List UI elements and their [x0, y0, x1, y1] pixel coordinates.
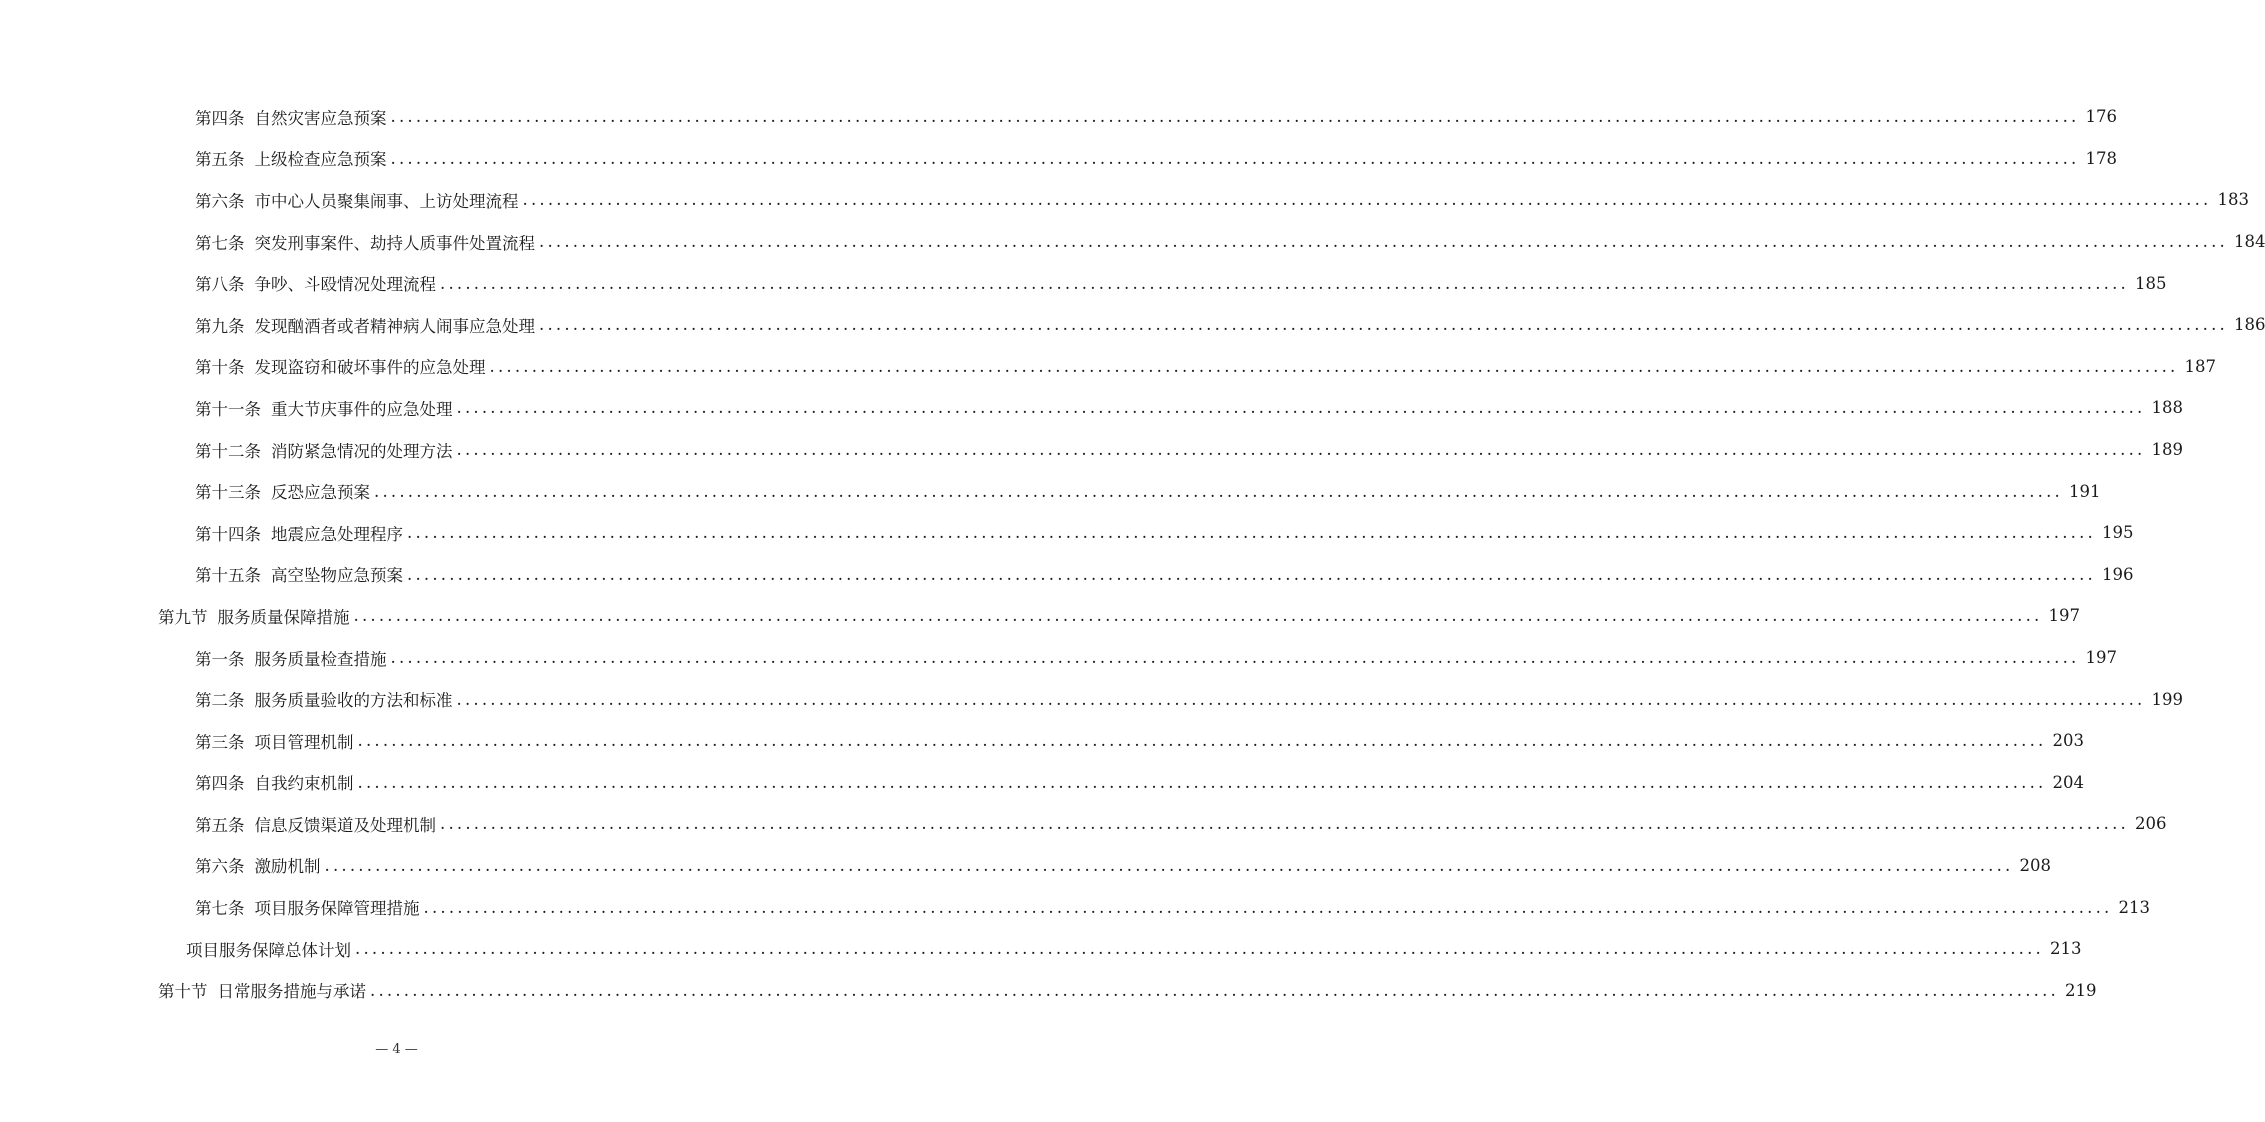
toc-entry[interactable] — [0, 346, 2216, 388]
toc-entry-title: 激励机制 — [254, 857, 321, 877]
toc-entry-page: 196 — [2101, 564, 2134, 584]
toc-dot-leader: ........................................................................................................................................................................................................ — [390, 107, 2080, 127]
toc-dot-leader: ........................................................................................................................................................................................................ — [374, 481, 2063, 501]
toc-entry-title: 发现酗酒者或者精神病人闹事应急处理 — [254, 316, 535, 336]
toc-dot-leader: ........................................................................................................................................................................................................ — [390, 648, 2080, 668]
toc-entry-title: 服务质量验收的方法和标准 — [254, 691, 453, 711]
toc-entry-page: 183 — [2217, 190, 2249, 210]
toc-entry-title: 市中心人员聚集闹事、上访处理流程 — [254, 191, 519, 211]
toc-entry[interactable] — [0, 470, 2101, 512]
toc-entry-page: 189 — [2151, 440, 2183, 460]
toc-entry[interactable] — [0, 678, 2183, 720]
toc-dot-leader: ........................................................................................................................................................................................................ — [440, 814, 2129, 834]
toc-entry-number: 第十四条 — [195, 524, 261, 544]
toc-entry[interactable] — [0, 179, 2249, 221]
toc-entry-title: 服务质量保障措施 — [217, 607, 350, 627]
toc-dot-leader: ........................................................................................................................................................................................................ — [390, 148, 2080, 168]
toc-entry-number: 第二条 — [195, 691, 245, 711]
toc-entry-page: 204 — [2052, 772, 2084, 792]
toc-entry-page: 195 — [2101, 523, 2134, 543]
toc-entry-number: 第十二条 — [195, 441, 261, 461]
toc-dot-leader: ........................................................................................................................................................................................................ — [522, 190, 2212, 210]
toc-entry-page: 199 — [2151, 689, 2183, 709]
toc-entry-number: 第四条 — [195, 108, 245, 128]
toc-entry-number: 第十节 — [158, 982, 208, 1002]
toc-entry-number: 第一条 — [195, 649, 245, 669]
toc-entry[interactable] — [0, 304, 2265, 346]
toc-entry-title: 地震应急处理程序 — [271, 524, 403, 544]
toc-entry-number: 第九节 — [158, 607, 208, 627]
toc-entry-title: 消防紧急情况的处理方法 — [271, 441, 453, 461]
toc-entry-page: 208 — [2019, 855, 2051, 875]
toc-dot-leader: ........................................................................................................................................................................................................ — [423, 897, 2113, 917]
toc-entry-title: 反恐应急预案 — [271, 483, 370, 503]
toc-dot-leader: ........................................................................................................................................................................................................ — [370, 980, 2059, 1000]
toc-entry-title: 上级检查应急预案 — [254, 150, 387, 170]
toc-entry-title: 项目管理机制 — [254, 732, 354, 752]
toc-entry-number: 第六条 — [195, 857, 245, 877]
toc-entry-title: 自我约束机制 — [254, 774, 354, 794]
toc-entry-number: 第七条 — [195, 233, 245, 253]
toc-entry-number: 第十一条 — [195, 399, 261, 419]
toc-entry-page: 186 — [2233, 315, 2265, 335]
toc-dot-leader: ........................................................................................................................................................................................................ — [324, 855, 2014, 875]
toc-entry-number: 第三条 — [195, 732, 245, 752]
toc-entry-page: 197 — [2048, 606, 2080, 626]
toc-dot-leader: ........................................................................................................................................................................................................ — [539, 232, 2228, 252]
toc-entry-page: 213 — [2049, 939, 2082, 959]
toc-entry[interactable] — [0, 720, 2084, 762]
toc-entry[interactable] — [0, 928, 2082, 970]
toc-entry-number: 第六条 — [195, 191, 245, 211]
toc-dot-leader: ........................................................................................................................................................................................................ — [357, 772, 2047, 792]
toc-entry[interactable] — [0, 96, 2117, 138]
toc-entry[interactable] — [0, 262, 2167, 304]
toc-entry-title: 信息反馈渠道及处理机制 — [254, 815, 436, 835]
toc-entry-number: 第五条 — [195, 815, 245, 835]
toc-dot-leader: ........................................................................................................................................................................................................ — [407, 564, 2096, 584]
toc-entry-page: 197 — [2085, 648, 2117, 668]
toc-entry-number: 第九条 — [195, 316, 245, 336]
toc-entry-page: 187 — [2184, 356, 2216, 376]
toc-entry-title: 重大节庆事件的应急处理 — [271, 399, 453, 419]
toc-entry-page: 206 — [2134, 814, 2167, 834]
toc-entry-title: 自然灾害应急预案 — [254, 108, 387, 128]
toc-entry[interactable] — [0, 512, 2134, 554]
toc-dot-leader: ........................................................................................................................................................................................................ — [357, 731, 2047, 751]
toc-dot-leader: ........................................................................................................................................................................................................ — [353, 606, 2043, 626]
toc-entry[interactable] — [0, 595, 2080, 637]
toc-entry[interactable] — [0, 845, 2051, 887]
toc-entry-number: 第十三条 — [195, 483, 261, 503]
toc-dot-leader: ........................................................................................................................................................................................................ — [407, 523, 2096, 543]
toc-entry-page: 178 — [2085, 148, 2117, 168]
toc-entry-page: 176 — [2085, 107, 2117, 127]
toc-dot-leader: ........................................................................................................................................................................................................ — [355, 939, 2044, 959]
toc-entry[interactable] — [0, 886, 2150, 928]
toc-entry-page: 184 — [2233, 232, 2265, 252]
toc-entry-number: 第七条 — [195, 899, 245, 919]
toc-entry-page: 219 — [2064, 980, 2097, 1000]
toc-entry-page: 213 — [2118, 897, 2150, 917]
toc-entry-page: 188 — [2151, 398, 2183, 418]
toc-entry-page: 191 — [2068, 481, 2101, 501]
toc-entry[interactable] — [0, 554, 2134, 596]
toc-entry-title: 发现盗窃和破坏事件的应急处理 — [254, 358, 486, 378]
page-number-footer: — 4 — — [375, 1042, 418, 1057]
toc-entry-page: 203 — [2052, 731, 2084, 751]
toc-entry[interactable] — [0, 803, 2167, 845]
toc-entry-title: 项目服务保障管理措施 — [254, 899, 420, 919]
toc-dot-leader: ........................................................................................................................................................................................................ — [489, 356, 2179, 376]
toc-entry[interactable] — [0, 221, 2265, 263]
toc-entry[interactable] — [0, 969, 2097, 1011]
toc-entry-title: 突发刑事案件、劫持人质事件处置流程 — [254, 233, 535, 253]
toc-dot-leader: ........................................................................................................................................................................................................ — [440, 273, 2129, 293]
toc-entry-title: 高空坠物应急预案 — [271, 566, 403, 586]
toc-entry[interactable] — [0, 637, 2117, 679]
toc-entry-title: 服务质量检查措施 — [254, 649, 387, 669]
toc-entry-number: 第十五条 — [195, 566, 261, 586]
toc-entry[interactable] — [0, 429, 2183, 471]
toc-dot-leader: ........................................................................................................................................................................................................ — [456, 440, 2146, 460]
toc-entry-title: 日常服务措施与承诺 — [217, 982, 366, 1002]
toc-entry-number: 第五条 — [195, 150, 245, 170]
toc-dot-leader: ........................................................................................................................................................................................................ — [456, 398, 2146, 418]
toc-entry[interactable] — [0, 762, 2084, 804]
toc-entry-page: 185 — [2134, 273, 2167, 293]
table-of-contents — [0, 96, 2265, 1011]
toc-entry[interactable] — [0, 387, 2183, 429]
toc-entry-number: 第十条 — [195, 358, 245, 378]
toc-entry[interactable] — [0, 138, 2117, 180]
toc-dot-leader: ........................................................................................................................................................................................................ — [456, 689, 2146, 709]
toc-entry-number: 第八条 — [195, 275, 245, 295]
toc-entry-title: 争吵、斗殴情况处理流程 — [254, 275, 436, 295]
toc-dot-leader: ........................................................................................................................................................................................................ — [539, 315, 2228, 335]
toc-entry-number: 第四条 — [195, 774, 245, 794]
toc-entry-title: 项目服务保障总体计划 — [186, 940, 351, 960]
